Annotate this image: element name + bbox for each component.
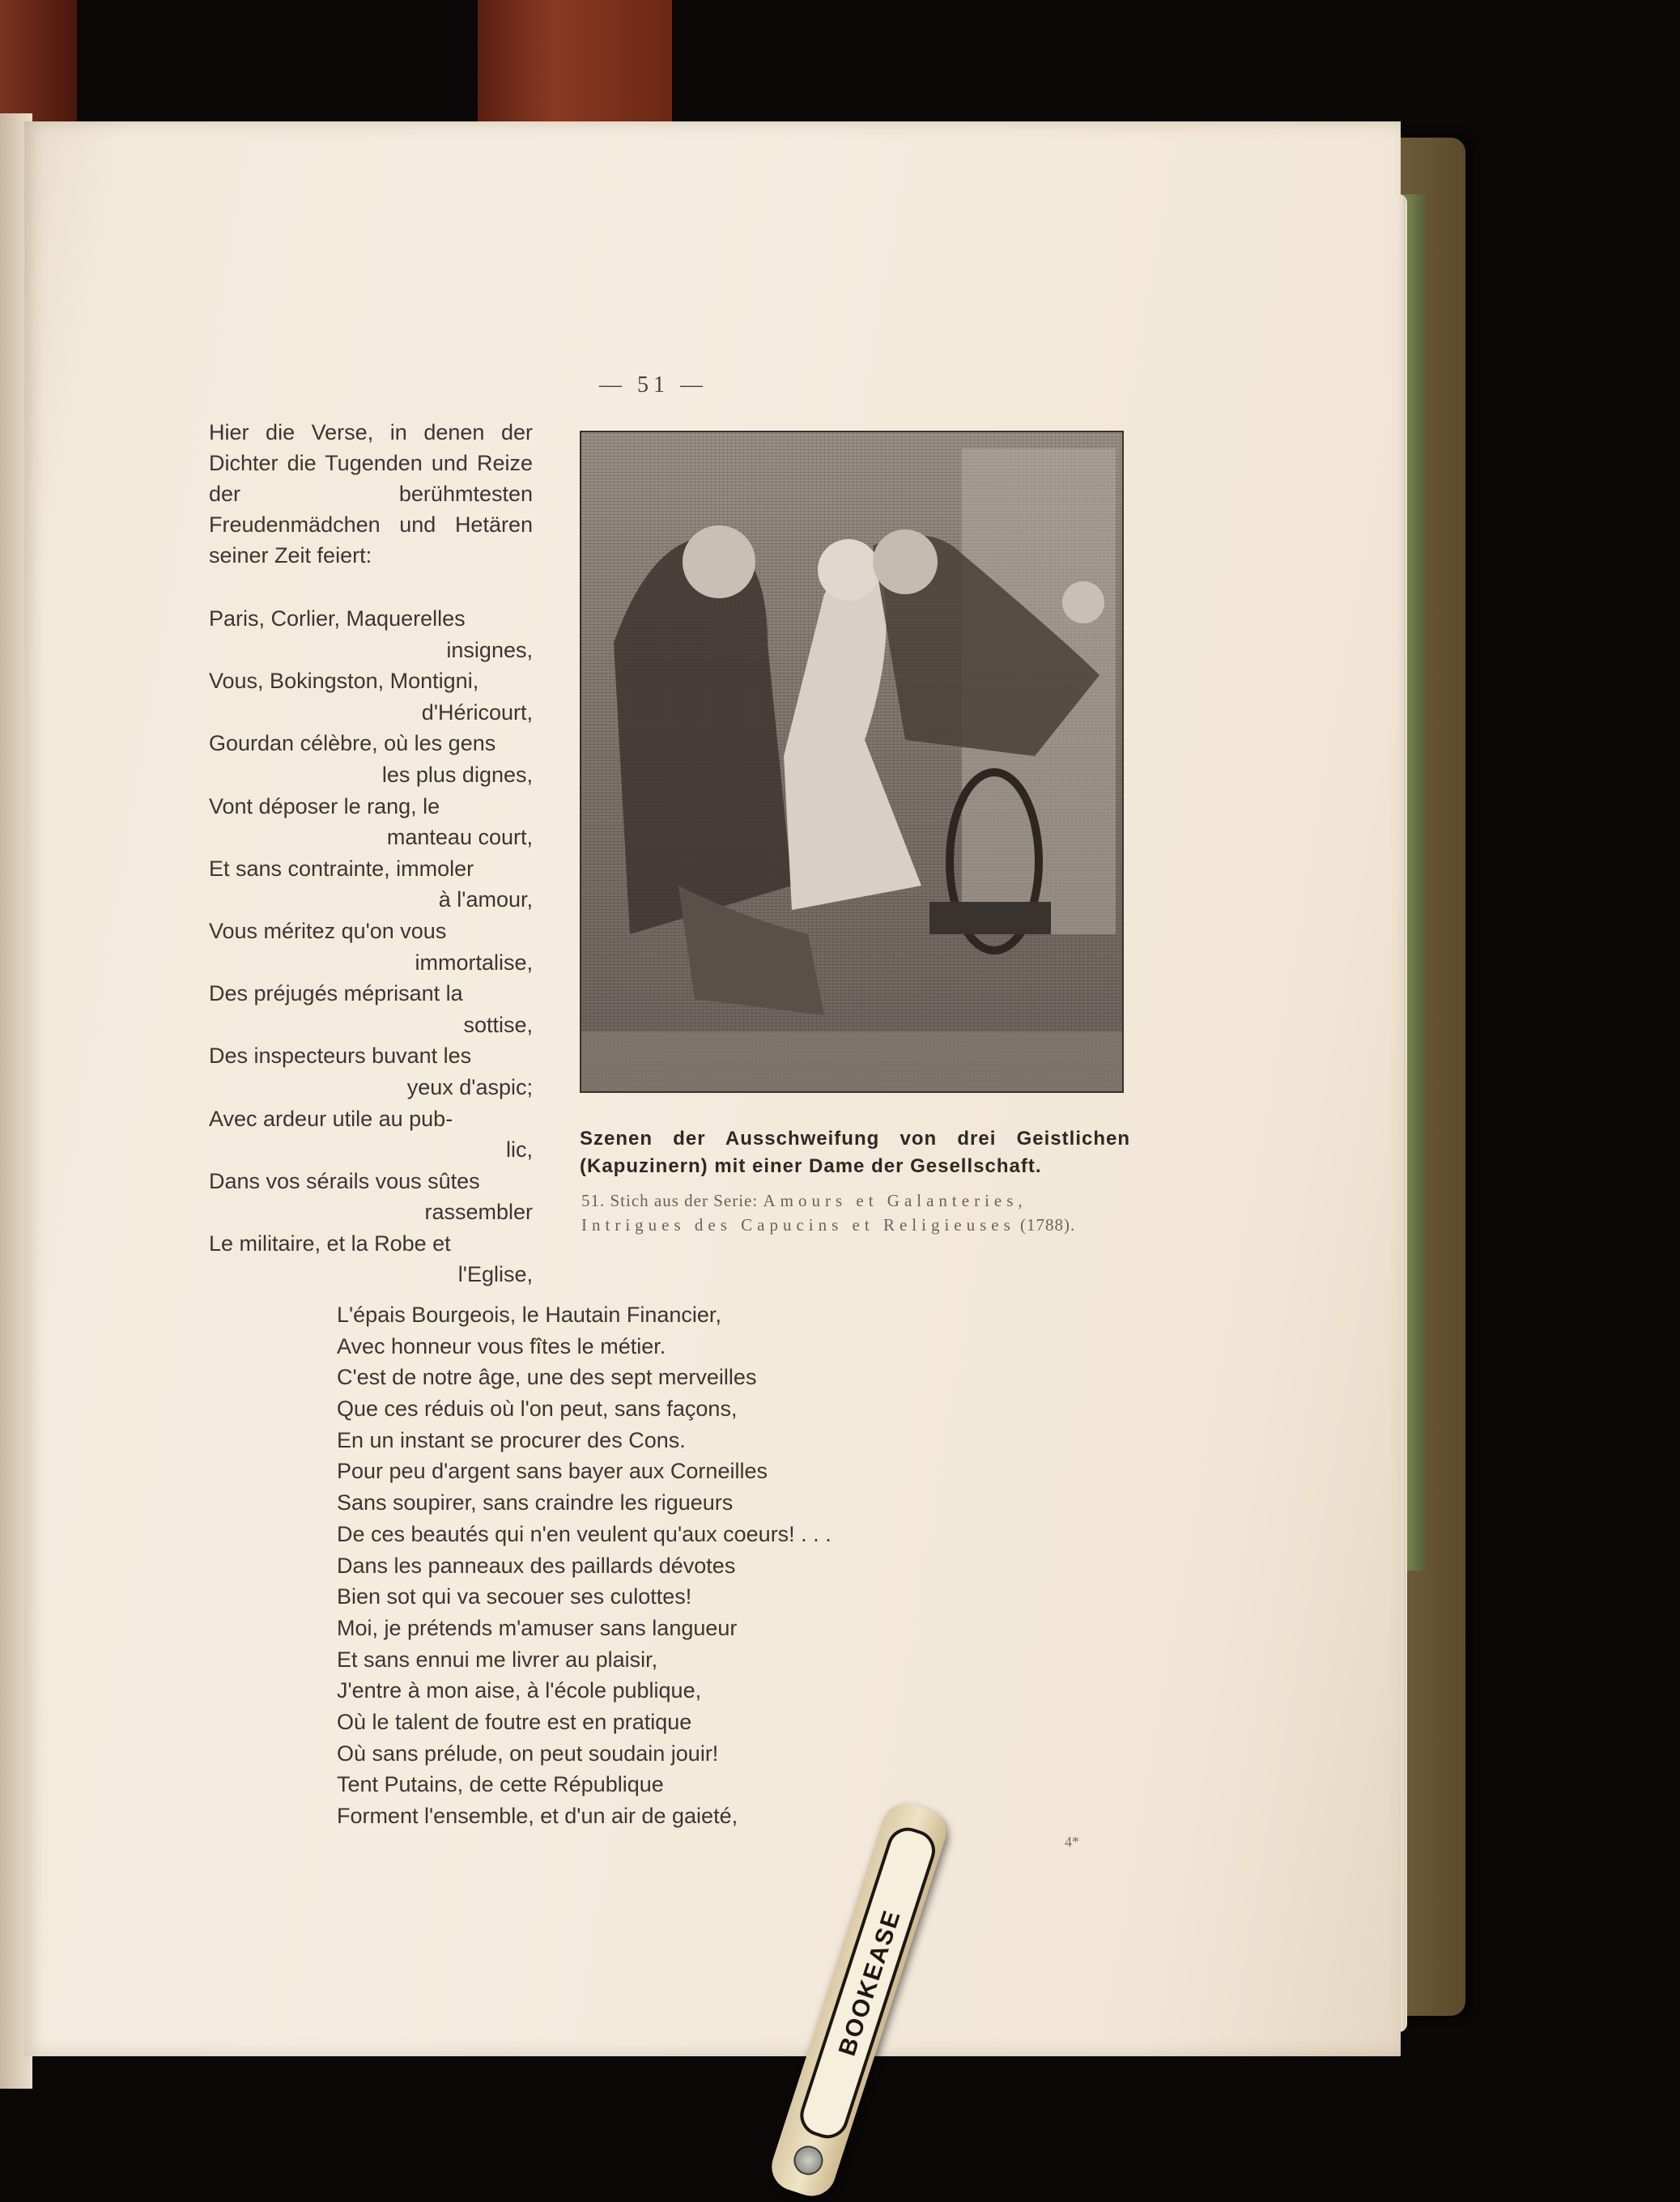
- verse-line: rassembler: [424, 1200, 533, 1225]
- engraving-scene: [581, 432, 1122, 1091]
- caption-series: Amours et Galanteries, Intrigues des Capucins et Religieuses: [581, 1191, 1027, 1235]
- monk-head-right: [873, 529, 938, 594]
- screw-icon: [790, 2142, 827, 2179]
- verse-line: yeux d'aspic;: [406, 1074, 533, 1099]
- intro-paragraph: Hier die Verse, in denen der Dichter die Tugenden und Reize der berühmtesten Freudenmädchen und Hetären seiner Zeit feiert:: [209, 420, 533, 568]
- verse-narrow-column: [209, 603, 533, 1290]
- verse-line: Que ces réduis où l'on peut, sans façons,: [337, 1396, 738, 1422]
- verse-line: Vous, Bokingston, Montigni,: [209, 669, 479, 694]
- signature-mark: 4*: [1065, 1834, 1079, 1850]
- verse-line: Avec honneur vous fîtes le métier.: [337, 1333, 666, 1358]
- page-number: — 51 —: [599, 372, 708, 397]
- maid-head: [1062, 581, 1104, 623]
- verse-line: à l'amour,: [438, 887, 533, 912]
- verse-line: Tent Putains, de cette République: [337, 1772, 664, 1797]
- monk-figure-left: [614, 537, 792, 934]
- lady-head: [818, 539, 879, 601]
- verse-line: Où sans prélude, on peut soudain jouir!: [337, 1741, 719, 1766]
- verse-line: Sans soupirer, sans craindre les rigueurs: [337, 1490, 734, 1515]
- verse-line: Paris, Corlier, Maquerelles: [209, 606, 466, 631]
- verse-line: Et sans ennui me livrer au plaisir,: [337, 1647, 658, 1672]
- verse-line: De ces beautés qui n'en veulent qu'aux coeurs! . . .: [337, 1521, 831, 1546]
- verse-line: lic,: [506, 1137, 533, 1163]
- verse-line: les plus dignes,: [381, 762, 533, 787]
- verse-line: d'Héricourt,: [421, 699, 533, 725]
- verse-wide-column: [337, 1299, 1065, 1832]
- figure-caption-title: Szenen der Ausschweifung von drei Geistlichen (Kapuzinern) mit einer Dame der Gesellschaft.: [580, 1128, 1130, 1177]
- figure-caption-subtitle: [581, 1188, 1132, 1237]
- verse-line: L'épais Bourgeois, le Hautain Financier,: [337, 1303, 721, 1327]
- verse-line: Pour peu d'argent sans bayer aux Corneilles: [337, 1459, 768, 1484]
- verse-line: Avec ardeur utile au pub-: [209, 1106, 453, 1131]
- verse-line: Le militaire, et la Robe et: [209, 1231, 451, 1256]
- verse-line: Gourdan célèbre, où les gens: [209, 731, 496, 756]
- verse-line: immortalise,: [415, 950, 533, 975]
- verse-line: insignes,: [446, 637, 533, 662]
- caption-prefix: 51. Stich aus der Serie:: [581, 1191, 759, 1210]
- verse-line: Où le talent de foutre est en pratique: [337, 1709, 692, 1734]
- verse-line: Moi, je prétends m'amuser sans langueur: [337, 1615, 738, 1640]
- engraving-illustration: [580, 431, 1124, 1093]
- monk-head-left: [683, 525, 755, 598]
- verse-line: Vont déposer le rang, le: [209, 793, 440, 818]
- floor: [581, 1031, 1122, 1091]
- verse-line: Et sans contrainte, immoler: [209, 856, 474, 881]
- verse-line: Bien sot qui va secouer ses culottes!: [337, 1584, 692, 1609]
- verse-line: Dans vos sérails vous sûtes: [209, 1168, 480, 1193]
- verse-line: sottise,: [463, 1012, 533, 1037]
- verse-line: Des inspecteurs buvant les: [209, 1044, 472, 1069]
- verse-line: En un instant se procurer des Cons.: [337, 1427, 686, 1452]
- verse-line: l'Eglise,: [457, 1262, 533, 1287]
- verse-line: manteau court,: [386, 825, 533, 850]
- verse-line: Vous méritez qu'on vous: [209, 918, 447, 943]
- bookmark-brand: BOOKEASE: [833, 1906, 907, 2060]
- verse-line: J'entre à mon aise, à l'école publique,: [337, 1678, 702, 1703]
- verse-line: C'est de notre âge, une des sept merveilles: [337, 1365, 757, 1390]
- verse-line: Dans les panneaux des paillards dévotes: [337, 1553, 736, 1578]
- verse-line: Des préjugés méprisant la: [209, 981, 463, 1006]
- chair-seat: [929, 902, 1051, 934]
- caption-year: (1788).: [1020, 1215, 1076, 1235]
- verse-line: Forment l'ensemble, et d'un air de gaieté,: [337, 1804, 738, 1828]
